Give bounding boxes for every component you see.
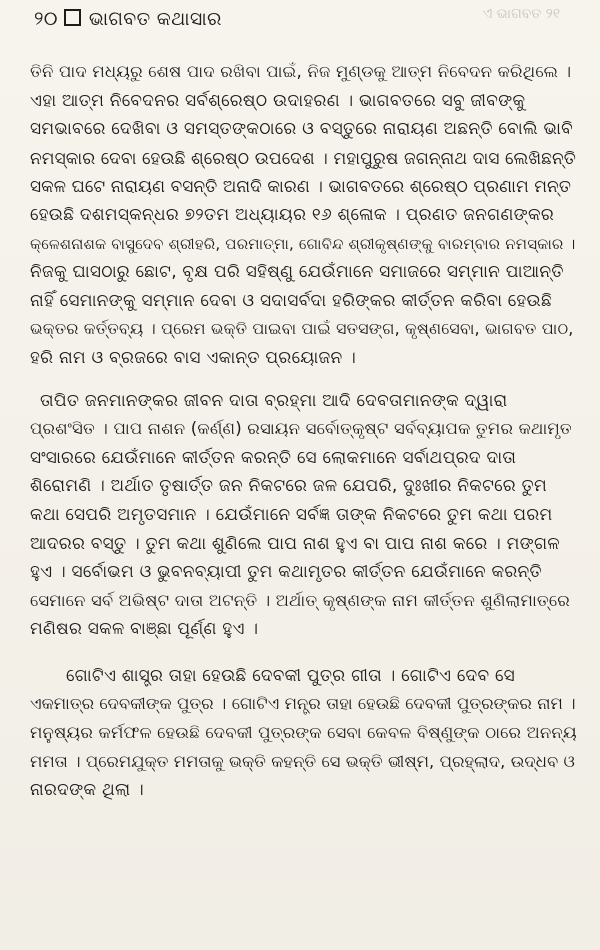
- text-line: ଶିରୋମଣି । ଅର୍ଥାତ ତୃଷାର୍ତ୍ତ ଜନ ନିକଟରେ ଜଳ ଯେପରି, ଦୁଃଖୀର ନିକଟରେ ତୁମ: [30, 476, 547, 497]
- text-line: ମଣିଷର ସକଳ ବାଞ୍ଛା ପୂର୍ଣ୍ଣ ହୁଏ ।: [30, 619, 259, 640]
- body-text: [30, 58, 578, 805]
- text-line: ସମଭାବରେ ଦେଖିବା ଓ ସମସ୍ତଙ୍କଠାରେ ଓ ବସ୍ତୁରେ ନାରାୟଣ ଅଛନ୍ତି ବୋଲି ଭାବି: [30, 119, 573, 140]
- text-line: ହରି ନାମ ଓ ବ୍ରଜରେ ବାସ ଏକାନ୍ତ ପ୍ରୟୋଜନ ।: [30, 347, 356, 368]
- book-title: ଭାଗବତ କଥାସାର: [88, 8, 222, 30]
- text-line: କ୍ଳେଶନାଶକ ବାସୁଦେବ ଶ୍ରୀହରି, ପରମାତ୍ମା, ଗୋବିନ୍ଦ ଶ୍ରୀକୃଷ୍ଣଙ୍କୁ ବାରମ୍ବାର ନମସ୍କାର ।: [30, 234, 576, 253]
- text-line: ନିଜକୁ ଘାସଠାରୁ ଛୋଟ, ବୃକ୍ଷ ପରି ସହିଷ୍ଣୁ ଯେଉଁମାନେ ସମାଜରେ ସମ୍ମାନ ପାଆନ୍ତି: [30, 262, 564, 283]
- text-line: ଆଦରର ବସ୍ତୁ । ତୁମ କଥା ଶୁଣିଲେ ପାପ ନାଶ ହୁଏ ବା ପାପ ନାଶ କରେ । ମଙ୍ଗଳ: [30, 533, 560, 554]
- text-line: ହେଉଛି ଦଶମସ୍କନ୍ଧର ୭୨ତମ ଅଧ୍ୟାୟର ୧୬ ଶ୍ଳୋକ । ପ୍ରଣତ ଜନଗଣଙ୍କର: [30, 204, 555, 225]
- text-line: ମମତା । ପ୍ରେମଯୁକ୍ତ ମମତାକୁ ଭକ୍ତି କହନ୍ତି ସେ ଭକ୍ତି ଭୀଷ୍ମ, ପ୍ରହ୍ଲାଦ, ଉଦ୍ଧବ ଓ: [30, 751, 575, 771]
- page-header: [34, 8, 222, 30]
- text-line: ପ୍ରଶଂସିତ । ପାପ ନାଶନ (କର୍ଣ୍ଣ) ରସାୟନ ସର୍ବୋତ୍କୃଷ୍ଟ ସର୍ବବ୍ୟାପକ ତୁମର କଥାମୃତ: [30, 419, 572, 439]
- text-line: ସକଳ ଘଟେ ନାରାୟଣ ବସନ୍ତି ଅନାଦି କାରଣ । ଭାଗବତରେ ଶ୍ରେଷ୍ଠ ପ୍ରଣାମ ମନ୍ତ: [30, 176, 572, 197]
- text-line: ମନୁଷ୍ୟର କର୍ମଫଳ ହେଉଛି ଦେବକୀ ପୁତ୍ରଙ୍କ ସେବା କେବଳ ବିଷ୍ଣୁଙ୍କ ଠାରେ ଅନନ୍ୟ: [30, 723, 577, 743]
- paragraph-2: [30, 387, 578, 644]
- text-line: ସେମାନେ ସର୍ବ ଅଭିଷ୍ଟ ଦାତା ଅଟନ୍ତି । ଅର୍ଥାତ୍ କୃଷ୍ଣଙ୍କ ନାମ କୀର୍ତ୍ତନ ଶୁଣିଲାମାତ୍ରେ: [30, 590, 570, 610]
- text-line: ଏହା ଆତ୍ମ ନିବେଦନର ସର୍ବଶ୍ରେଷ୍ଠ ଉଦାହରଣ । ଭାଗବତରେ ସବୁ ଜୀବଙ୍କୁ: [30, 90, 526, 111]
- text-line: ଭକ୍ତର କର୍ତ୍ତବ୍ୟ । ପ୍ରେମ ଭକ୍ତି ପାଇବା ପାଇଁ ସତସଙ୍ଗ, କୃଷ୍ଣସେବା, ଭାଗବତ ପାଠ,: [30, 319, 574, 339]
- text-line: ତିନି ପାଦ ମଧ୍ୟରୁ ଶେଷ ପାଦ ରଖିବା ପାଇଁ, ନିଜ ମୁଣ୍ଡକୁ ଆତ୍ମ ନିବେଦନ କରିଥିଲେ ।: [30, 62, 572, 81]
- square-ornament-icon: [64, 9, 81, 26]
- text-line: ଗୋଟିଏ ଶାସ୍ତ୍ର ତାହା ହେଉଛି ଦେବକୀ ପୁତ୍ର ଗୀତା । ଗୋଟିଏ ଦେବ ସେ: [66, 665, 515, 686]
- text-line: ନମସ୍କାର ଦେବା ହେଉଛି ଶ୍ରେଷ୍ଠ ଉପଦେଶ । ମହାପୁରୁଷ ଜଗନ୍ନାଥ ଦାସ ଲେଖିଛନ୍ତି: [30, 147, 576, 168]
- page-number: ୨୦: [34, 8, 58, 30]
- text-line: ନାରଦଙ୍କ ଥିଲା ।: [30, 780, 144, 801]
- text-line: ନାହିଁ ସେମାନଙ୍କୁ ସମ୍ମାନ ଦେବା ଓ ସଦାସର୍ବଦା ହରିଙ୍କର କୀର୍ତ୍ତନ କରିବା ହେଉଛି: [30, 290, 553, 311]
- paragraph-1: [30, 58, 578, 373]
- text-line: ସଂସାରରେ ଯେଉଁମାନେ କୀର୍ତ୍ତନ କରନ୍ତି ସେ ଲୋକମାନେ ସର୍ବାଥପ୍ରଦ ଦାତା: [30, 447, 517, 468]
- text-line: ହୁଏ । ସର୍ବୋଭମ ଓ ଭୁବନବ୍ୟାପୀ ତୁମ କଥାମୃତର କୀର୍ତ୍ତନ ଯେଉଁମାନେ କରନ୍ତି: [30, 562, 542, 583]
- text-line: କଥା ସେପରି ଅମୃତସମାନ । ଯେଉଁମାନେ ସର୍ବଜ୍ଞ ତାଙ୍କ ନିକଟରେ ତୁମ କଥା ପରମ: [30, 504, 553, 525]
- bleed-through-text: ଏ ଭାଗବତ ୨୧: [482, 6, 560, 22]
- text-line: ଏକମାତ୍ର ଦେବକୀଙ୍କ ପୁତ୍ର । ଗୋଟିଏ ମନ୍ତ୍ର ତାହା ହେଉଛି ଦେବକୀ ପୁତ୍ରଙ୍କର ନାମ ।: [30, 694, 576, 714]
- paragraph-3: [30, 662, 578, 805]
- text-line: ତାପିତ ଜନମାନଙ୍କର ଜୀବନ ଦାତା ବ୍ରହ୍ମା ଆଦି ଦେବତାମାନଙ୍କ ଦ୍ୱାରା: [40, 390, 508, 411]
